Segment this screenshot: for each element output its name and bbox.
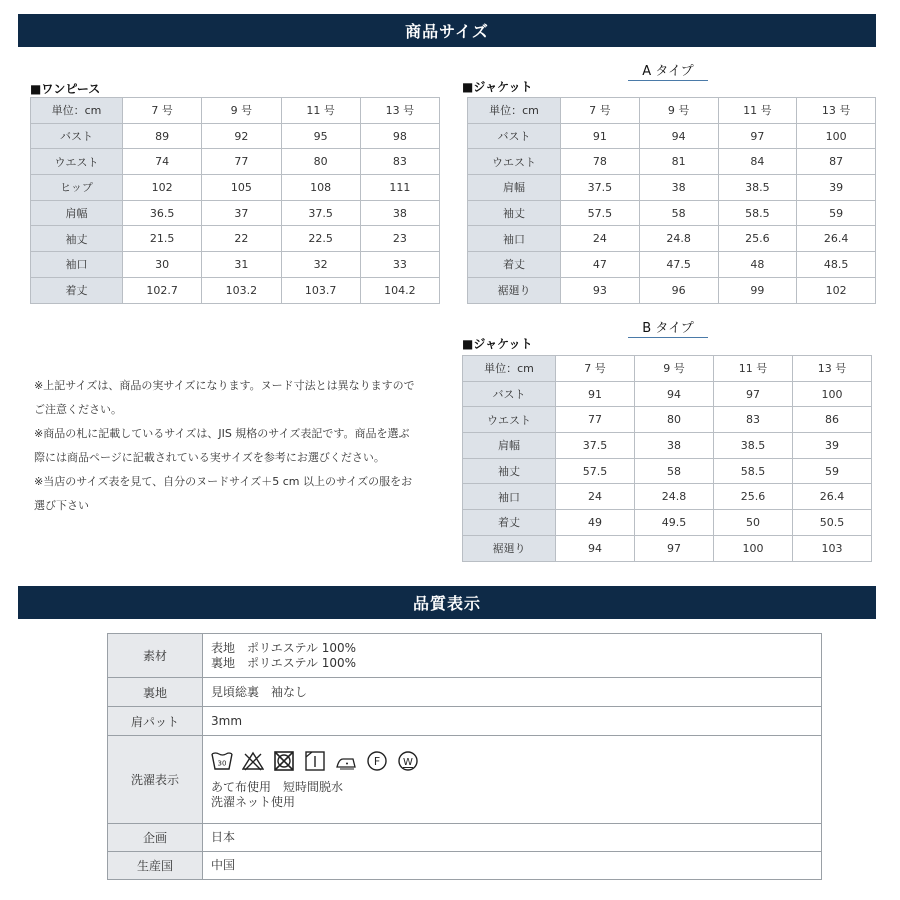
- size-row: [463, 381, 872, 407]
- size-cell: 38: [635, 433, 714, 459]
- size-cell: 49.5: [635, 510, 714, 536]
- quality-row-wash: [108, 736, 822, 824]
- quality-value: 日本: [203, 824, 822, 852]
- size-cell: 59: [797, 200, 876, 226]
- size-cell: 58.5: [718, 200, 797, 226]
- size-row: [463, 510, 872, 536]
- size-cell: 97: [714, 381, 793, 407]
- size-header-cell: 7 号: [556, 356, 635, 382]
- size-cell: 33: [360, 252, 439, 278]
- no-tumble-dry-icon: [273, 751, 295, 771]
- size-cell: 47.5: [639, 252, 718, 278]
- onepiece-size-table: [30, 97, 440, 304]
- quality-header: 洗濯表示: [108, 736, 203, 824]
- wash-temp: 30: [217, 759, 227, 767]
- size-cell: 59: [793, 458, 872, 484]
- size-cell: 80: [281, 149, 360, 175]
- size-cell: 103: [793, 535, 872, 561]
- size-row-label: 裾廻り: [468, 277, 561, 303]
- quality-row-material: [108, 634, 822, 678]
- size-cell: 39: [797, 175, 876, 201]
- size-row: [31, 123, 440, 149]
- size-row-label: 肩幅: [468, 175, 561, 201]
- size-header-cell: 単位：cm: [468, 98, 561, 124]
- size-cell: 96: [639, 277, 718, 303]
- size-row-label: 着丈: [31, 277, 123, 303]
- size-row: [463, 433, 872, 459]
- size-cell: 49: [556, 510, 635, 536]
- size-cell: 24.8: [635, 484, 714, 510]
- size-cell: 47: [561, 252, 640, 278]
- size-cell: 58.5: [714, 458, 793, 484]
- quality-header: 裏地: [108, 678, 203, 707]
- size-row: [31, 252, 440, 278]
- jacket-a-size-table: [467, 97, 876, 304]
- size-cell: 37.5: [556, 433, 635, 459]
- size-header-cell: 9 号: [639, 98, 718, 124]
- note-line: ※当店のサイズ表を見て、自分のヌードサイズ＋5 cm 以上のサイズの服をお: [34, 475, 413, 488]
- size-cell: 104.2: [360, 277, 439, 303]
- size-cell: 78: [561, 149, 640, 175]
- size-row-label: 着丈: [468, 252, 561, 278]
- size-cell: 84: [718, 149, 797, 175]
- wash-30-icon: [211, 751, 233, 771]
- size-row-label: 肩幅: [463, 433, 556, 459]
- size-row: [468, 277, 876, 303]
- size-row-label: バスト: [463, 381, 556, 407]
- quality-value: [203, 634, 822, 678]
- size-cell: 38: [360, 200, 439, 226]
- size-row: [463, 535, 872, 561]
- size-header-row: [31, 98, 440, 124]
- size-header-cell: 単位：cm: [31, 98, 123, 124]
- size-cell: 92: [202, 123, 281, 149]
- size-notes: [34, 374, 434, 518]
- dry-clean-letter: F: [373, 754, 381, 768]
- no-bleach-icon: [242, 751, 264, 771]
- size-row-label: 袖口: [31, 252, 123, 278]
- size-cell: 23: [360, 226, 439, 252]
- size-header-cell: 9 号: [635, 356, 714, 382]
- iron-low-icon: [335, 751, 357, 771]
- note-line: ※上記サイズは、商品の実サイズになります。ヌード寸法とは異なりますので: [34, 379, 415, 392]
- size-cell: 97: [718, 123, 797, 149]
- size-cell: 58: [635, 458, 714, 484]
- size-row: [463, 407, 872, 433]
- size-row-label: 袖丈: [468, 200, 561, 226]
- size-row-label: 袖丈: [463, 458, 556, 484]
- wash-icons: [211, 750, 821, 772]
- size-cell: 25.6: [718, 226, 797, 252]
- material-line: 裏地 ポリエステル 100%: [211, 655, 357, 670]
- size-cell: 25.6: [714, 484, 793, 510]
- quality-section-title: 品質表示: [412, 594, 481, 613]
- size-header-cell: 9 号: [202, 98, 281, 124]
- size-cell: 26.4: [797, 226, 876, 252]
- size-header-cell: 13 号: [797, 98, 876, 124]
- size-cell: 31: [202, 252, 281, 278]
- quality-value: 中国: [203, 852, 822, 880]
- size-row-label: 袖口: [468, 226, 561, 252]
- size-section-header: [18, 14, 876, 47]
- size-cell: 21.5: [123, 226, 202, 252]
- size-cell: 81: [639, 149, 718, 175]
- size-row: [31, 226, 440, 252]
- size-row-label: 袖口: [463, 484, 556, 510]
- line-dry-shade-icon: [304, 751, 326, 771]
- quality-value: 3mm: [203, 707, 822, 736]
- size-row: [31, 149, 440, 175]
- jacket-b-size-table: [462, 355, 872, 562]
- size-header-cell: 13 号: [793, 356, 872, 382]
- size-row: [31, 200, 440, 226]
- onepiece-label: ■ワンピース: [30, 82, 101, 96]
- size-cell: 97: [635, 535, 714, 561]
- size-cell: 24: [556, 484, 635, 510]
- material-line: 表地 ポリエステル 100%: [211, 640, 357, 655]
- size-cell: 94: [635, 381, 714, 407]
- size-cell: 39: [793, 433, 872, 459]
- size-cell: 36.5: [123, 200, 202, 226]
- size-cell: 37.5: [561, 175, 640, 201]
- size-cell: 57.5: [561, 200, 640, 226]
- size-cell: 26.4: [793, 484, 872, 510]
- wet-clean-w-icon: [397, 750, 419, 772]
- size-cell: 103.7: [281, 277, 360, 303]
- size-row: [31, 175, 440, 201]
- quality-row-origin: [108, 852, 822, 880]
- jacket-b-label: ■ジャケット: [462, 337, 533, 351]
- size-cell: 22: [202, 226, 281, 252]
- quality-row-planning: [108, 824, 822, 852]
- quality-header: 企画: [108, 824, 203, 852]
- size-cell: 38: [639, 175, 718, 201]
- size-row-label: ヒップ: [31, 175, 123, 201]
- note-line: ※商品の札に記載しているサイズは、JIS 規格のサイズ表記です。商品を選ぶ: [34, 427, 410, 440]
- quality-section-header: [18, 586, 876, 619]
- size-cell: 102: [797, 277, 876, 303]
- size-row-label: バスト: [468, 123, 561, 149]
- jacket-a-label: ■ジャケット: [462, 80, 533, 94]
- quality-table: [107, 633, 822, 880]
- quality-row-lining: [108, 678, 822, 707]
- size-cell: 48: [718, 252, 797, 278]
- size-cell: 74: [123, 149, 202, 175]
- size-cell: 57.5: [556, 458, 635, 484]
- size-cell: 50: [714, 510, 793, 536]
- size-row-label: 着丈: [463, 510, 556, 536]
- quality-header: 素材: [108, 634, 203, 678]
- size-row-label: 裾廻り: [463, 535, 556, 561]
- size-cell: 38.5: [714, 433, 793, 459]
- quality-value: 見頃総裏 袖なし: [203, 678, 822, 707]
- size-cell: 38.5: [718, 175, 797, 201]
- size-section-title: 商品サイズ: [405, 22, 489, 41]
- size-header-row: [468, 98, 876, 124]
- size-cell: 24: [561, 226, 640, 252]
- quality-header: 生産国: [108, 852, 203, 880]
- size-row-label: バスト: [31, 123, 123, 149]
- size-cell: 37: [202, 200, 281, 226]
- size-cell: 111: [360, 175, 439, 201]
- size-cell: 94: [556, 535, 635, 561]
- size-header-cell: 11 号: [281, 98, 360, 124]
- size-header-cell: 11 号: [718, 98, 797, 124]
- size-cell: 77: [556, 407, 635, 433]
- size-row: [468, 226, 876, 252]
- size-cell: 22.5: [281, 226, 360, 252]
- size-cell: 91: [561, 123, 640, 149]
- size-cell: 30: [123, 252, 202, 278]
- quality-row-shoulder-pad: [108, 707, 822, 736]
- size-cell: 98: [360, 123, 439, 149]
- size-cell: 32: [281, 252, 360, 278]
- size-cell: 89: [123, 123, 202, 149]
- size-cell: 48.5: [797, 252, 876, 278]
- size-cell: 91: [556, 381, 635, 407]
- size-cell: 102: [123, 175, 202, 201]
- wash-note-line: あて布使用 短時間脱水: [211, 779, 344, 794]
- size-row: [468, 149, 876, 175]
- size-cell: 86: [793, 407, 872, 433]
- size-row-label: ウエスト: [468, 149, 561, 175]
- size-cell: 58: [639, 200, 718, 226]
- size-row: [468, 252, 876, 278]
- note-line: 際には商品ページに記載されている実サイズを参考にお選びください。: [34, 451, 385, 464]
- size-cell: 50.5: [793, 510, 872, 536]
- quality-value: [203, 736, 822, 824]
- size-row-label: 肩幅: [31, 200, 123, 226]
- size-header-cell: 13 号: [360, 98, 439, 124]
- size-cell: 102.7: [123, 277, 202, 303]
- note-line: ご注意ください。: [34, 403, 122, 416]
- size-row: [31, 277, 440, 303]
- type-a-label: A タイプ: [628, 60, 708, 81]
- size-cell: 100: [793, 381, 872, 407]
- size-header-row: [463, 356, 872, 382]
- size-cell: 80: [635, 407, 714, 433]
- size-cell: 95: [281, 123, 360, 149]
- size-row: [463, 458, 872, 484]
- size-row-label: ウエスト: [31, 149, 123, 175]
- size-cell: 100: [797, 123, 876, 149]
- size-cell: 83: [714, 407, 793, 433]
- size-cell: 24.8: [639, 226, 718, 252]
- dry-clean-f-icon: [366, 750, 388, 772]
- size-row-label: 袖丈: [31, 226, 123, 252]
- size-cell: 103.2: [202, 277, 281, 303]
- size-row: [468, 175, 876, 201]
- size-row-label: ウエスト: [463, 407, 556, 433]
- type-b-label: B タイプ: [628, 317, 708, 338]
- size-row: [468, 123, 876, 149]
- size-cell: 108: [281, 175, 360, 201]
- size-cell: 99: [718, 277, 797, 303]
- wet-clean-letter: W: [403, 756, 413, 768]
- size-header-cell: 7 号: [561, 98, 640, 124]
- quality-header: 肩パット: [108, 707, 203, 736]
- size-header-cell: 7 号: [123, 98, 202, 124]
- size-cell: 94: [639, 123, 718, 149]
- wash-note-line: 洗濯ネット使用: [211, 794, 296, 809]
- size-row: [468, 200, 876, 226]
- size-header-cell: 11 号: [714, 356, 793, 382]
- size-cell: 93: [561, 277, 640, 303]
- size-cell: 37.5: [281, 200, 360, 226]
- size-cell: 87: [797, 149, 876, 175]
- note-line: 選び下さい: [34, 499, 89, 512]
- size-cell: 83: [360, 149, 439, 175]
- size-row: [463, 484, 872, 510]
- size-header-cell: 単位：cm: [463, 356, 556, 382]
- size-cell: 77: [202, 149, 281, 175]
- size-cell: 105: [202, 175, 281, 201]
- size-cell: 100: [714, 535, 793, 561]
